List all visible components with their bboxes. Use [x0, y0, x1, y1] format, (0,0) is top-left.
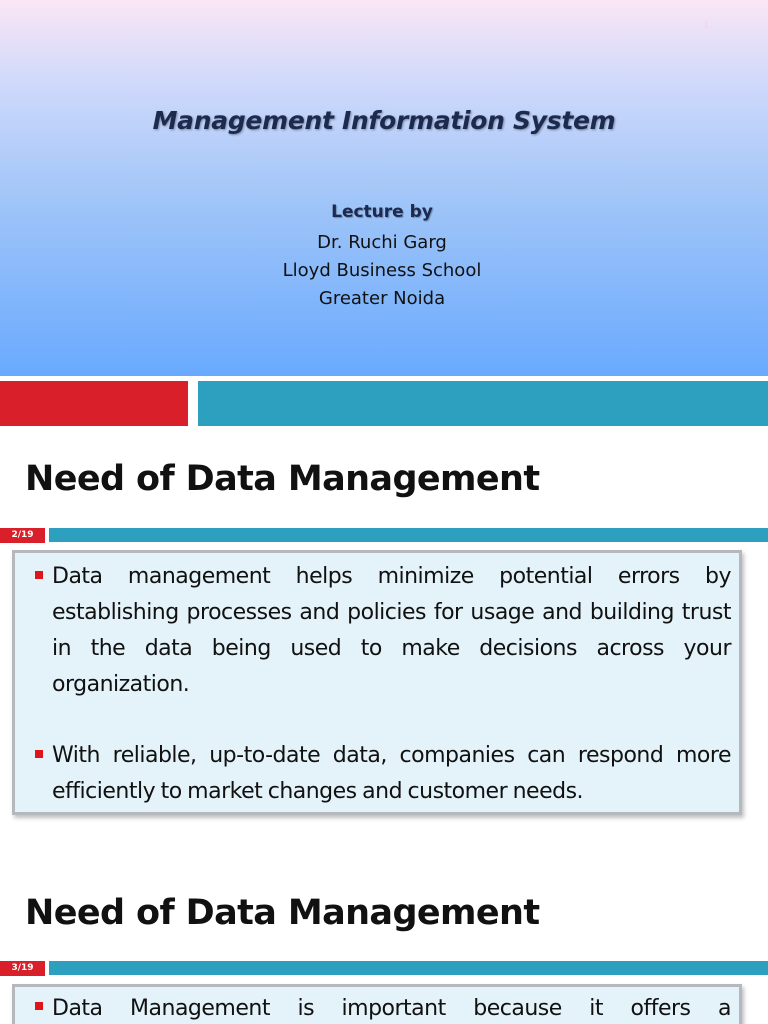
location-name: Greater Noida — [318, 288, 446, 309]
bullet-icon — [35, 571, 43, 579]
slide-3-divider — [49, 961, 768, 975]
slide-2-heading: Need of Data Management — [25, 459, 540, 499]
slide-3-page-badge: 3/19 — [0, 961, 45, 976]
school-name: Lloyd Business School — [282, 260, 482, 281]
footer-red-bar — [0, 381, 188, 426]
title-slide — [0, 0, 768, 376]
slide-3-bullet-1: Data Management is important because it offers a — [52, 996, 731, 1021]
presentation-title: Management Information System — [152, 106, 616, 135]
bullet-icon — [35, 1002, 43, 1010]
slide-2-divider — [49, 528, 768, 542]
lecturer-name: Dr. Ruchi Garg — [317, 232, 447, 253]
slide-2-bullet-2: With reliable, up-to-date data, companies can respond more efficiently to market changes and customer needs. — [52, 743, 731, 804]
bullet-icon — [35, 750, 43, 758]
slide-2-content-box — [12, 550, 742, 815]
slide-number-marker: 1 — [703, 20, 710, 31]
slide-2-page-badge: 2/19 — [0, 528, 45, 543]
lecture-by-label: Lecture by — [331, 202, 433, 222]
slide-3-heading: Need of Data Management — [25, 893, 540, 933]
slide-2-bullet-1: Data management helps minimize potential errors by establishing processes and policies for usage and building trust in the data being used to make decisions across your organization. — [52, 564, 731, 697]
slide-3-content-box — [12, 984, 742, 1024]
footer-teal-bar — [198, 381, 768, 426]
